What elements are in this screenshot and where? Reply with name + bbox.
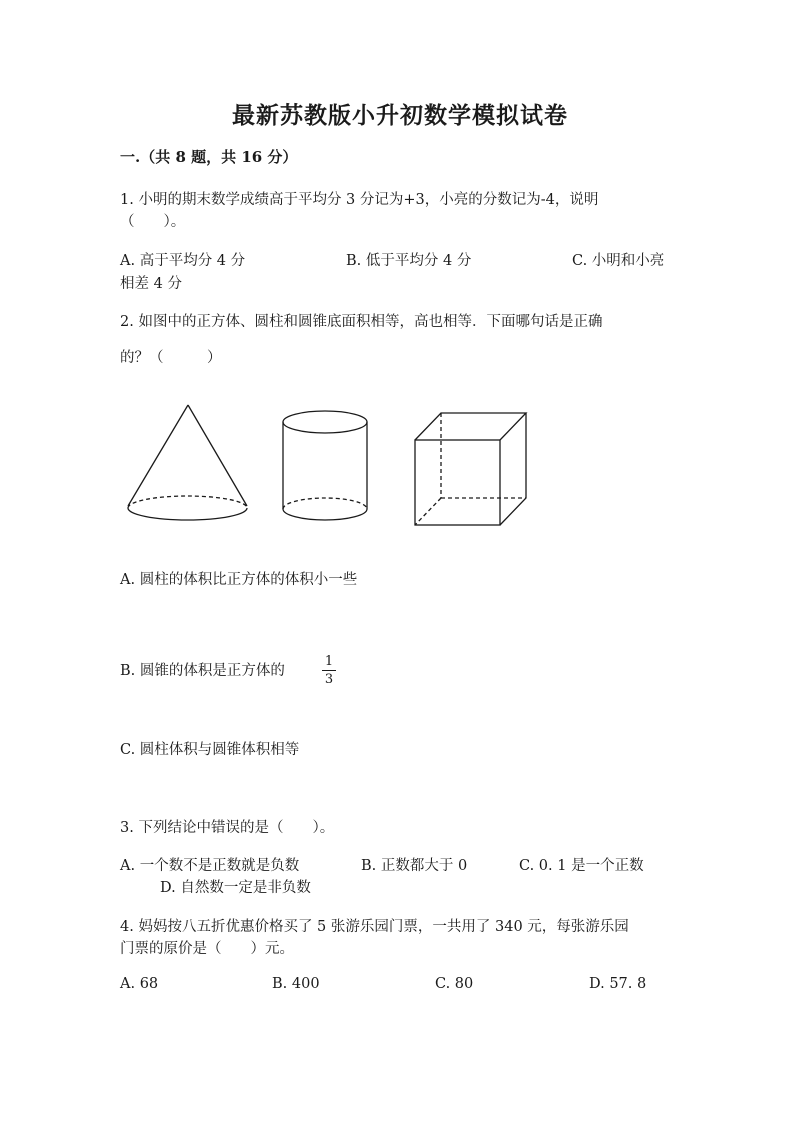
question-3-option-a: A. 一个数不是正数就是负数	[120, 858, 300, 874]
question-3-stem: 3. 下列结论中错误的是（ ）。	[120, 820, 335, 836]
question-1-option-a: A. 高于平均分 4 分	[120, 253, 246, 269]
question-3-option-c: C. 0. 1 是一个正数	[519, 858, 644, 874]
question-1-stem-line-1: 1. 小明的期末数学成绩高于平均分 3 分记为+3，小亮的分数记为-4，说明	[120, 192, 599, 208]
question-4-option-d: D. 57. 8	[589, 976, 647, 992]
fraction-denominator: 3	[324, 672, 334, 687]
question-2-option-a: A. 圆柱的体积比正方体的体积小一些	[120, 572, 358, 588]
cone-shape	[128, 405, 247, 520]
question-4-option-c: C. 80	[435, 976, 474, 992]
question-3-option-d: D. 自然数一定是非负数	[160, 880, 311, 896]
question-2-stem-line-2: 的？（ ）	[120, 350, 222, 366]
question-3-option-b: B. 正数都大于 0	[361, 858, 468, 874]
fraction-numerator: 1	[324, 654, 334, 669]
question-4-option-a: A. 68	[120, 976, 159, 992]
page-title: 最新苏教版小升初数学模拟试卷	[232, 102, 568, 129]
question-4-stem-line-2: 门票的原价是（ ）元。	[120, 941, 294, 957]
question-2-stem-line-1: 2. 如图中的正方体、圆柱和圆锥底面积相等，高也相等．下面哪句话是正确	[120, 314, 603, 330]
question-1-option-c-continued: 相差 4 分	[120, 276, 182, 292]
cube-shape	[415, 413, 526, 525]
question-2-option-c: C. 圆柱体积与圆锥体积相等	[120, 742, 300, 758]
cylinder-shape	[283, 411, 367, 520]
question-1-stem-line-2: （ ）。	[120, 214, 186, 230]
question-1-option-c: C. 小明和小亮	[572, 253, 665, 269]
question-1-option-b: B. 低于平均分 4 分	[346, 253, 472, 269]
question-4-option-b: B. 400	[272, 976, 320, 992]
question-2-option-b: B. 圆锥的体积是正方体的	[120, 663, 285, 679]
fraction-one-third	[322, 654, 336, 687]
section-heading: 一.（共 8 题，共 16 分）	[120, 148, 298, 166]
question-4-stem-line-1: 4. 妈妈按八五折优惠价格买了 5 张游乐园门票，一共用了 340 元，每张游乐园	[120, 919, 629, 935]
